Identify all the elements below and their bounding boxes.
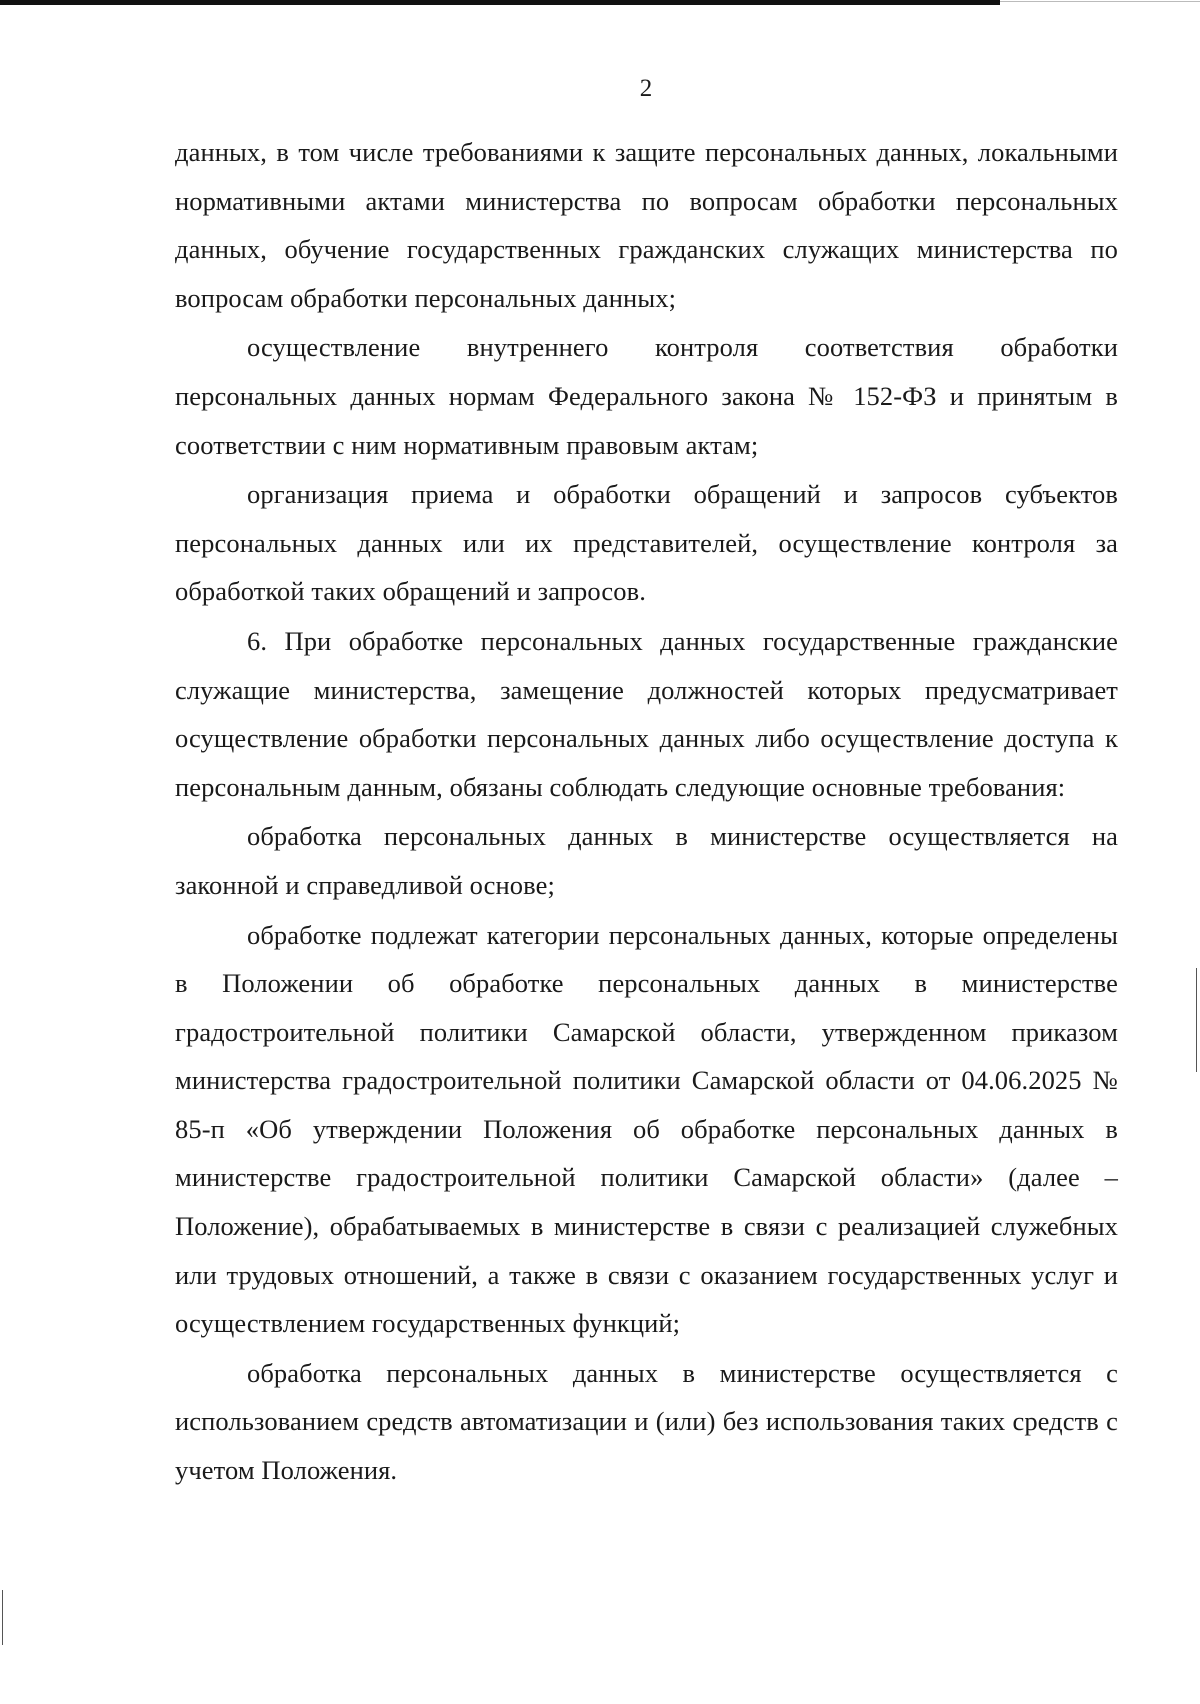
scan-edge-mark-right <box>1196 968 1197 1072</box>
scan-edge-top-thin <box>1000 1 1200 2</box>
paragraph-2: осуществление внутреннего контроля соответствия обработки персональных данных нормам Федерального закона № 152-ФЗ и принятым в соответствии с ним нормативным правовым актам; <box>175 332 1118 460</box>
page-number: 2 <box>639 75 653 102</box>
paragraph-5: обработка персональных данных в министерстве осуществляется на законной и справедливой основе; <box>175 821 1118 900</box>
scan-edge-top <box>0 0 1000 5</box>
paragraph-3: организация приема и обработки обращений и запросов субъектов персональных данных или их представителей, осуществление контроля за обработкой таких обращений и запросов. <box>175 479 1118 607</box>
document-body <box>175 128 1118 1496</box>
paragraph-6: обработке подлежат категории персональных данных, которые определены в Положении об обработке персональных данных в министерстве градостроительной политики Самарской области, утвержденном приказом министерства градостроительной политики Самарской области от 04.06.2025 № 85-п «Об утверждении Положения об обработке персональных данных в министерстве градостроительной политики Самарской области» (далее – Положение), обрабатываемых в министерстве в связи с реализацией служебных или трудовых отношений, а также в связи с оказанием государственных услуг и осуществлением государственных функций; <box>175 919 1118 1339</box>
paragraph-1: данных, в том числе требованиями к защите персональных данных, локальными нормативными актами министерства по вопросам обработки персональных данных, обучение государственных гражданских служащих министерства по вопросам обработки персональных данных; <box>175 137 1118 313</box>
paragraph-4: 6. При обработке персональных данных государственные гражданские служащие министерства, замещение должностей которых предусматривает осуществление обработки персональных данных либо осуществление доступа к персональным данным, обязаны соблюдать следующие основные требования: <box>175 625 1118 802</box>
scan-edge-mark-left <box>2 1590 3 1645</box>
paragraph-7: обработка персональных данных в министерстве осуществляется с использованием средств автоматизации и (или) без использования таких средств с учетом Положения. <box>175 1357 1118 1486</box>
